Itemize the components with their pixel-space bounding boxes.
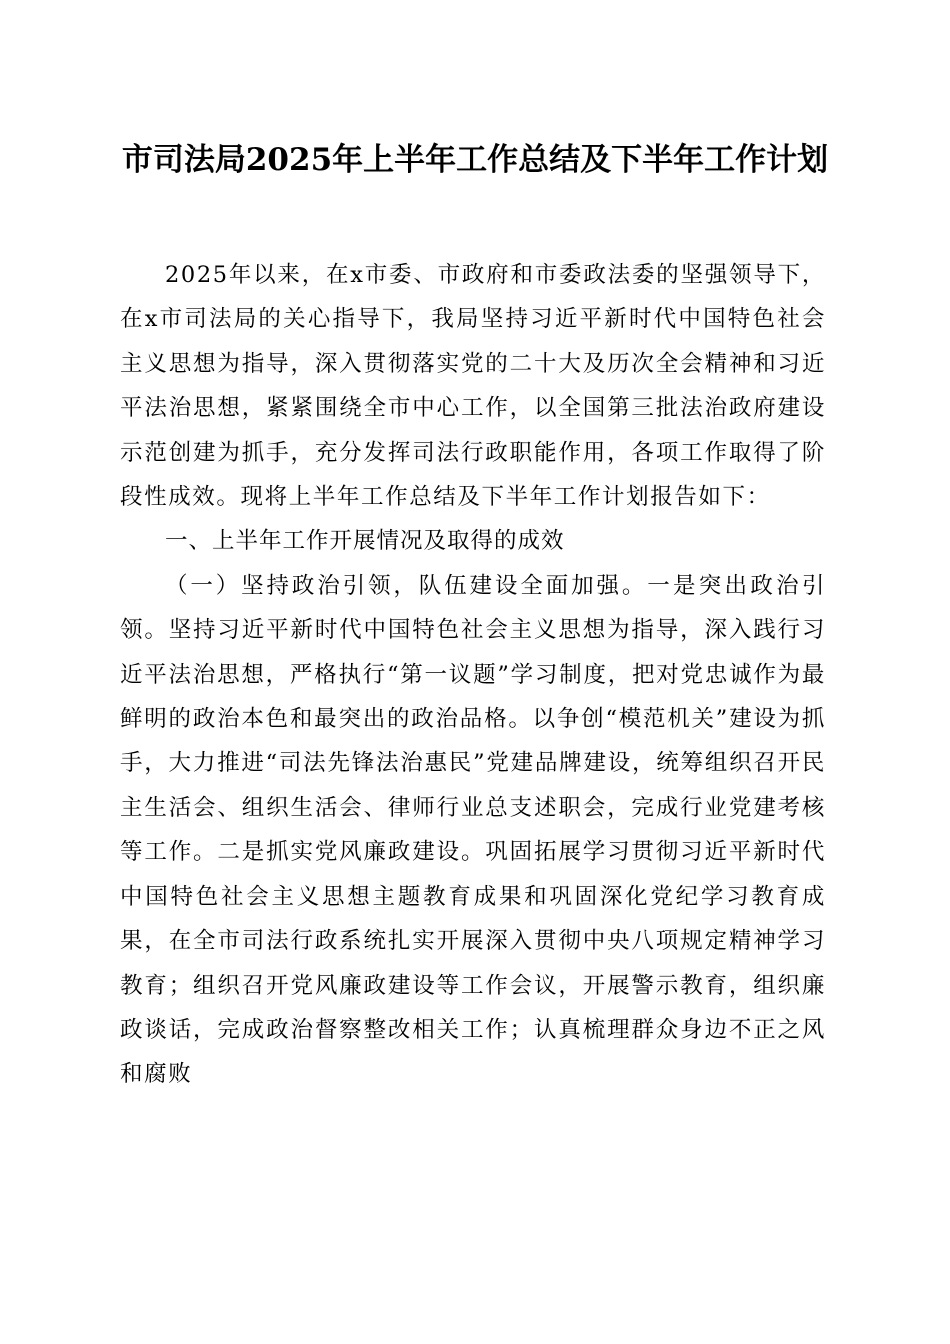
subsection-body: 一是突出政治引领。坚持习近平新时代中国特色社会主义思想为指导，深入践行习近平法治思想，严格执行“第一议题”学习制度，把对党忠诚作为最鲜明的政治本色和最突出的政治品格。以争创“模范机关”建设为抓手，大力推进“司法先锋法治惠民”党建品牌建设，统筹组织召开民主生活会、组织生活会、律师行业总支述职会，完成行业党建考核等工作。二是抓实党风廉政建设。巩固拓展学习贯彻习近平新时代中国特色社会主义思想主题教育成果和巩固深化党纪学习教育成果，在全市司法行政系统扎实开展深入贯彻中央八项规定精神学习教育；组织召开党风廉政建设等工作会议，开展警示教育，组织廉政谈话，完成政治督察整改相关工作；认真梳理群众身边不正之风和腐败 bbox=[120, 572, 826, 1088]
document-body bbox=[120, 253, 826, 1097]
subsection-lead: （一）坚持政治引领，队伍建设全面加强。 bbox=[165, 572, 648, 599]
intro-paragraph: 2025年以来，在x市委、市政府和市委政法委的坚强领导下，在x市司法局的关心指导下，我局坚持习近平新时代中国特色社会主义思想为指导，深入贯彻落实党的二十大及历次全会精神和习近平法治思想，紧紧围绕全市中心工作，以全国第三批法治政府建设示范创建为抓手，充分发挥司法行政职能作用，各项工作取得了阶段性成效。现将上半年工作总结及下半年工作计划报告如下： bbox=[120, 262, 826, 511]
document-title: 市司法局2025年上半年工作总结及下半年工作计划 bbox=[121, 142, 829, 178]
subsection-paragraph bbox=[120, 564, 826, 1097]
section-heading: 一、上半年工作开展情况及取得的成效 bbox=[165, 528, 565, 555]
